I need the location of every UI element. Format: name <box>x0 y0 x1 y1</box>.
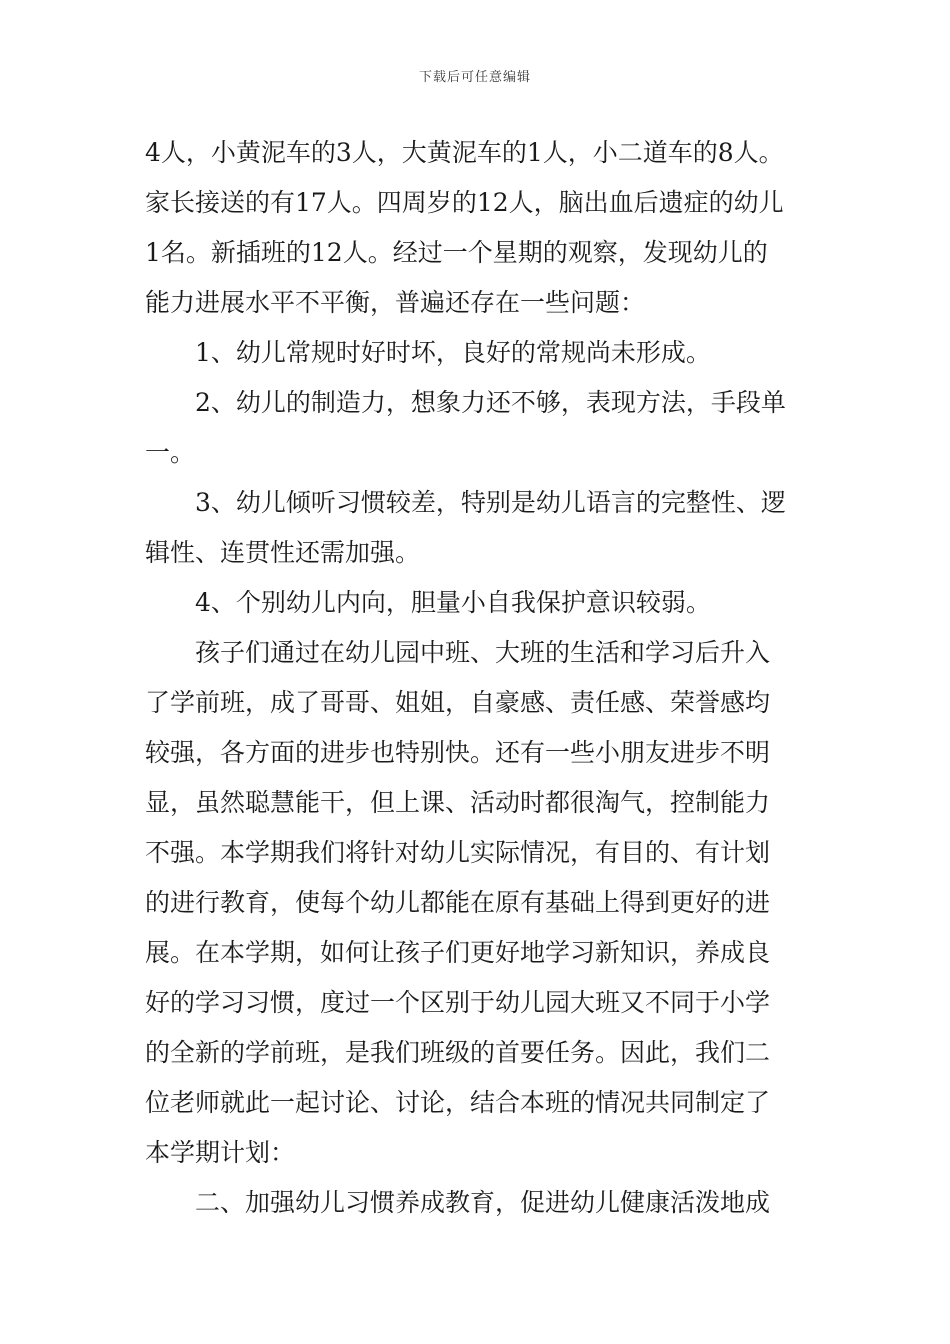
text-line: 了学前班，成了哥哥、姐姐，自豪感、责任感、荣誉感均 <box>145 688 771 717</box>
page-header: 下载后可任意编辑 <box>418 70 531 85</box>
text-line: 的进行教育，使每个幼儿都能在原有基础上得到更好的进 <box>145 888 771 917</box>
text-line: 显，虽然聪慧能干，但上课、活动时都很淘气，控制能力 <box>145 788 771 817</box>
text-line: 1名。新插班的12人。经过一个星期的观察，发现幼儿的 <box>145 238 768 267</box>
text-line: 的全新的学前班，是我们班级的首要任务。因此，我们二 <box>145 1038 771 1067</box>
list-item-2: 2、幼儿的制造力，想象力还不够，表现方法，手段单 <box>195 388 786 417</box>
text-line: 位老师就此一起讨论、讨论，结合本班的情况共同制定了 <box>145 1088 771 1117</box>
text-line: 不强。本学期我们将针对幼儿实际情况，有目的、有计划 <box>145 838 771 867</box>
document-body <box>145 128 810 1228</box>
text-line: 辑性、连贯性还需加强。 <box>145 538 421 567</box>
text-line: 一。 <box>145 438 196 467</box>
section-heading: 二、加强幼儿习惯养成教育，促进幼儿健康活泼地成 <box>195 1188 771 1217</box>
text-line: 展。在本学期，如何让孩子们更好地学习新知识，养成良 <box>145 938 771 967</box>
text-line: 本学期计划： <box>145 1138 296 1167</box>
text-line: 家长接送的有17人。四周岁的12人，脑出血后遗症的幼儿 <box>145 188 784 217</box>
list-item-3: 3、幼儿倾听习惯较差，特别是幼儿语言的完整性、逻 <box>195 488 786 517</box>
text-line: 较强，各方面的进步也特别快。还有一些小朋友进步不明 <box>145 738 771 767</box>
list-item-4: 4、个别幼儿内向，胆量小自我保护意识较弱。 <box>195 588 711 617</box>
list-item-1: 1、幼儿常规时好时坏，良好的常规尚未形成。 <box>195 338 711 367</box>
text-line: 4人，小黄泥车的3人，大黄泥车的1人，小二道车的8人。 <box>145 138 784 167</box>
text-line: 能力进展水平不平衡，普遍还存在一些问题： <box>145 288 646 317</box>
text-line: 好的学习习惯，度过一个区别于幼儿园大班又不同于小学 <box>145 988 771 1017</box>
paragraph-start: 孩子们通过在幼儿园中班、大班的生活和学习后升入 <box>195 638 771 667</box>
